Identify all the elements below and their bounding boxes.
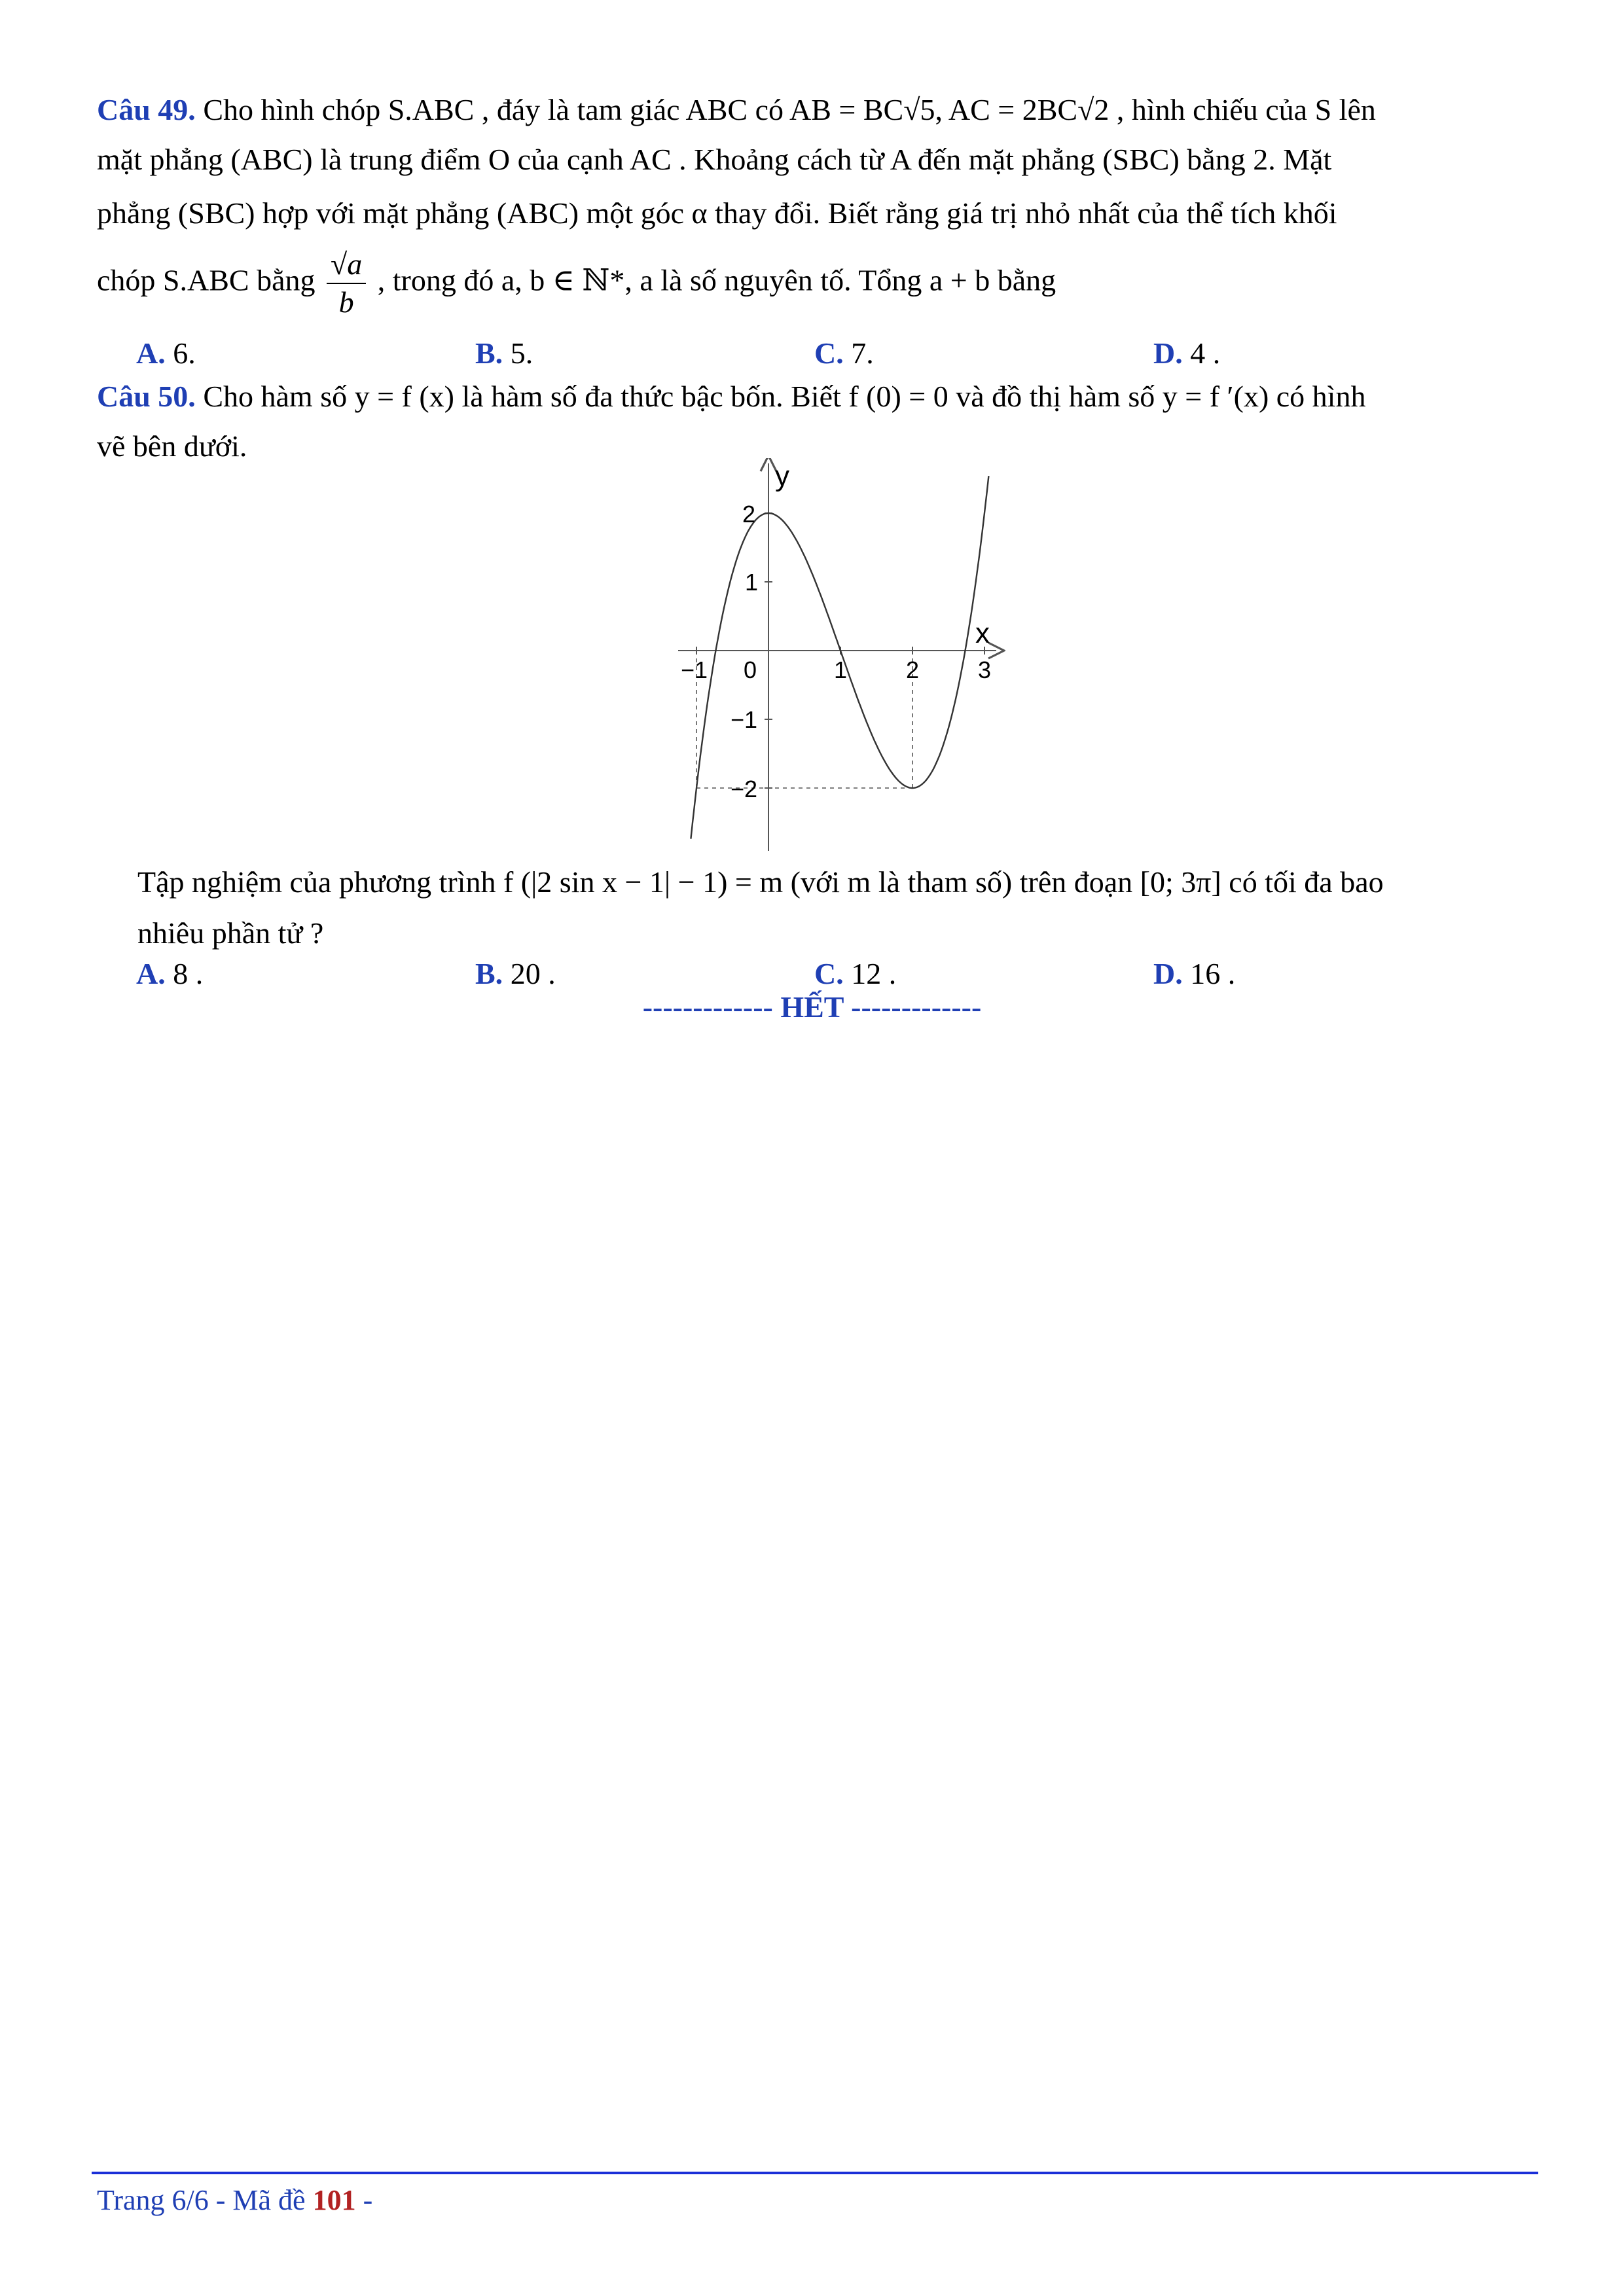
q50-option-c-key: C. [814,957,844,990]
q49-option-d [1153,334,1220,373]
q49-line-2: mặt phẳng (ABC) là trung điểm O của cạnh AC . Khoảng cách từ A đến mặt phẳng (SBC) bằng 2. Mặt [97,143,1332,176]
q49-option-c [814,334,874,373]
exam-code: 101 [312,2184,356,2216]
x-tick-label-1: 1 [834,656,848,683]
x-tick-label-3: 3 [978,656,992,683]
footer-divider [92,2172,1538,2174]
q50-text-1: Cho hàm số y = f (x) là hàm số đa thức bậc bốn. Biết f (0) = 0 và đồ thị hàm số y = f ′(x) có hình [203,380,1366,413]
q50-option-c-text: 12 . [843,957,897,990]
footer-text: Trang 6/6 - Mã đề [97,2184,313,2216]
q49-option-b-key: B. [475,336,503,370]
q50-option-a-key: A. [136,957,166,990]
q50-option-d-key: D. [1153,957,1183,990]
y-axis-label: y [775,460,789,492]
q49-frac-num: √a [327,246,366,284]
q49-text-4-post: , trong đó a, b ∈ ℕ*, a là số nguyên tố. Tổng a + b bằng [377,263,1056,297]
q50-option-b-key: B. [475,957,503,990]
q50-option-a [136,954,203,994]
q50-option-a-text: 8 . [165,957,204,990]
q49-text-4-pre: chóp S.ABC bằng [97,263,316,297]
q49-option-d-text: 4 . [1182,336,1221,370]
q50-line-4: nhiêu phần tử ? [137,916,324,950]
q50-label: Câu 50. [97,380,196,413]
q49-option-c-key: C. [814,336,844,370]
q49-text-1: Cho hình chóp S.ABC , đáy là tam giác ABC có AB = BC√5, AC = 2BC√2 , hình chiếu của S lên [203,93,1376,126]
q49-option-a-key: A. [136,336,166,370]
q49-line-4 [97,246,1530,331]
q49-line-1 [97,90,1530,130]
x-tick-label-neg1: −1 [681,656,708,683]
q50-line-3: Tập nghiệm của phương trình f (|2 sin x − 1| − 1) = m (với m là tham số) trên đoạn [0; 3π] có tối đa bao [137,865,1384,899]
x-axis-label: x [975,617,990,649]
q49-option-a-text: 6. [165,336,196,370]
derivative-graph [661,458,1028,864]
q49-option-d-key: D. [1153,336,1183,370]
q49-option-b-text: 5. [503,336,533,370]
page-footer [97,2183,372,2217]
q49-option-b [475,334,533,373]
x-tick-label-2: 2 [906,656,920,683]
q50-line-2: vẽ bên dưới. [97,429,247,463]
q49-option-a [136,334,196,373]
q49-option-c-text: 7. [843,336,874,370]
q50-option-c [814,954,896,994]
y-tick-label-neg1: −1 [731,706,758,733]
q50-line-1 [97,377,1530,416]
y-tick-label-2: 2 [742,501,756,528]
footer-suffix: - [355,2184,373,2216]
q49-label: Câu 49. [97,93,196,126]
x-tick-label-0: 0 [744,656,757,683]
q49-line-3: phẳng (SBC) hợp với mặt phẳng (ABC) một góc α thay đổi. Biết rằng giá trị nhỏ nhất của thể tích khối [97,196,1337,230]
end-marker: ------------- HẾT ------------- [642,990,982,1024]
q49-fraction [327,246,366,321]
q50-option-b [475,954,556,994]
q50-option-d-text: 16 . [1182,957,1236,990]
q50-option-b-text: 20 . [503,957,556,990]
y-tick-label-neg2: −2 [731,776,758,802]
q50-option-d [1153,954,1235,994]
y-tick-label-1: 1 [745,569,759,596]
q49-frac-den: b [338,285,354,319]
